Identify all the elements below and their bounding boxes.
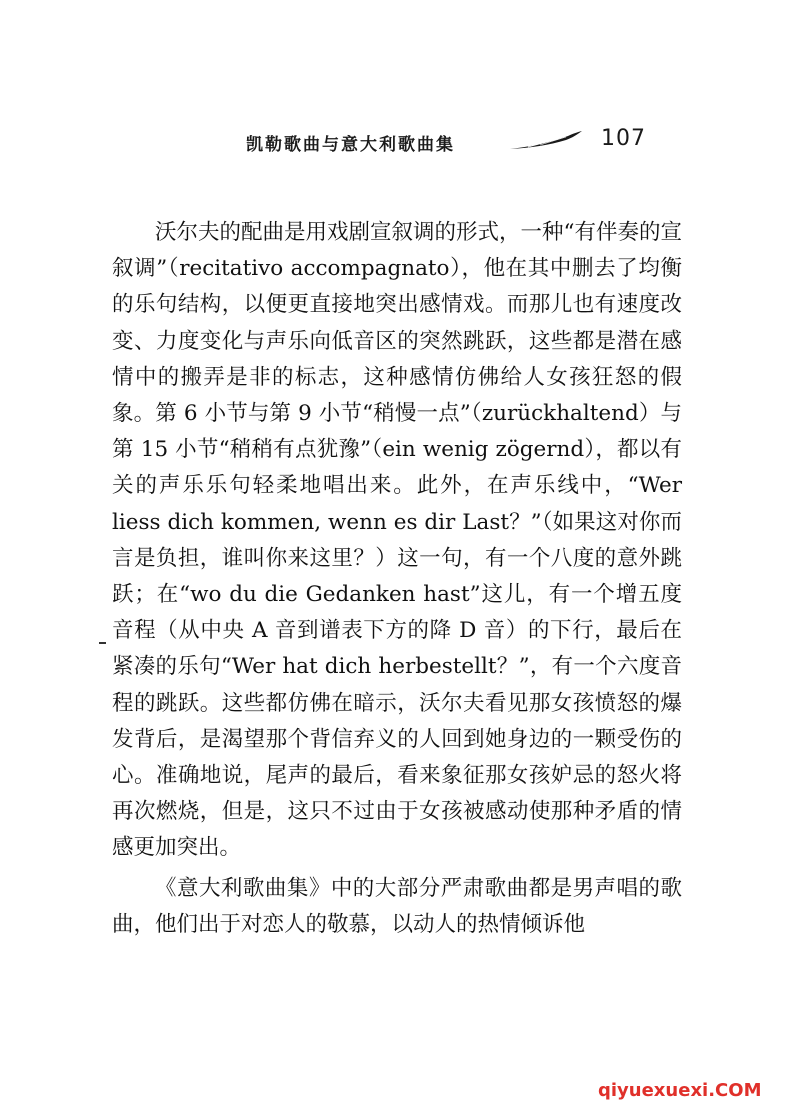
running-header-title: 凯勒歌曲与意大利歌曲集 xyxy=(246,135,455,155)
quill-flourish-icon xyxy=(508,130,584,152)
paragraph: 《意大利歌曲集》中的大部分严肃歌曲都是男声唱的歌曲，他们出于对恋人的敬慕，以动人的热情倾诉他 xyxy=(112,875,682,937)
body-text xyxy=(112,215,682,943)
page-number: 107 xyxy=(601,126,646,151)
running-header xyxy=(0,124,794,164)
margin-mark xyxy=(99,642,106,644)
paragraph: 沃尔夫的配曲是用戏剧宣叙调的形式，一种“有伴奏的宣叙调”（recitativo accompagnato），他在其中删去了均衡的乐句结构，以便更直接地突出感情戏。而那儿也有速度改变、力度变化与声乐向低音区的突然跳跃，这些都是潜在感情中的搬弄是非的标志，这种感情仿佛给人女孩狂怒的假象。第 6 小节与第 9 小节“稍慢一点”（zurückhaltend）与第 15 小节“稍稍有点犹豫”（ein wenig zögernd），都以有关的声乐乐句轻柔地唱出来。此外，在声乐线中，“Wer liess dich kommen, wenn es dir Last？”（如果这对你而言是负担，谁叫你来这里？）这一句，有一个八度的意外跳跃；在“wo du die Gedanken hast”这儿，有一个增五度音程（从中央 A 音到谱表下方的降 D 音）的下行，最后在紧凑的乐句“Wer hat dich herbestellt？”，有一个六度音程的跳跃。这些都仿佛在暗示，沃尔夫看见那女孩愤怒的爆发背后，是渴望那个背信弃义的人回到她身边的一颗受伤的心。准确地说，尾声的最后，看来象征那女孩妒忌的怒火将再次燃烧，但是，这只不过由于女孩被感动使那种矛盾的情感更加突出。 xyxy=(112,220,682,861)
watermark-text: qiyuexuexi.COM xyxy=(598,1080,762,1101)
watermark xyxy=(598,1080,762,1101)
